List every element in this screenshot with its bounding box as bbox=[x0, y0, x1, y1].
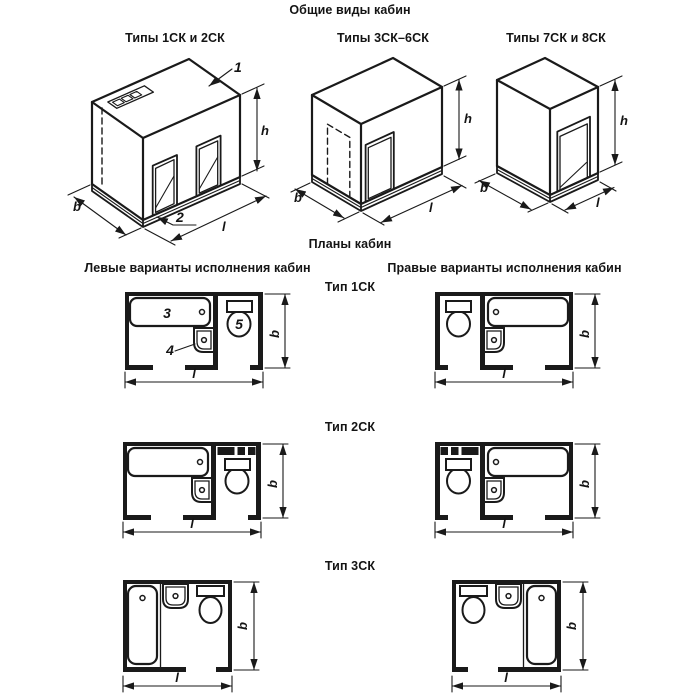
toilet-cistern bbox=[225, 459, 250, 470]
bathtub bbox=[130, 298, 210, 326]
dimension-b-label: b bbox=[265, 480, 280, 488]
plan-type-3sk-right bbox=[442, 575, 612, 700]
ventilation-blocks bbox=[441, 447, 479, 455]
dimension-b-label: b bbox=[577, 480, 592, 488]
main-title: Общие виды кабин bbox=[289, 3, 411, 17]
callout-1-label: 1 bbox=[234, 59, 242, 75]
dimension-l-label: l bbox=[596, 195, 600, 210]
dimension-l bbox=[123, 670, 232, 692]
callout-2-label: 2 bbox=[176, 209, 184, 225]
toilet-bowl bbox=[447, 469, 470, 494]
dimension-b bbox=[265, 294, 290, 368]
plan-label-type-2sk: Тип 2СК bbox=[324, 420, 376, 434]
cabin-body bbox=[312, 58, 442, 211]
door-front bbox=[366, 132, 394, 202]
dimension-l-label: l bbox=[502, 366, 506, 381]
plan-label-type-3sk: Тип 3СК bbox=[324, 559, 376, 573]
dimension-l-label: l bbox=[502, 516, 506, 531]
callout-5-label: 5 bbox=[235, 316, 243, 332]
roof-vent-grille bbox=[108, 86, 154, 109]
view-label-types-1-2: Типы 1СК и 2СК bbox=[125, 31, 225, 45]
callout-3-label: 3 bbox=[163, 305, 171, 321]
toilet-cistern bbox=[446, 301, 471, 312]
washbasin bbox=[165, 328, 214, 358]
drain-hole bbox=[200, 488, 205, 493]
right-variants-header: Правые варианты исполнения кабин bbox=[387, 261, 622, 275]
plan-type-1sk-left bbox=[115, 288, 310, 393]
door-left bbox=[153, 155, 177, 216]
dimension-b bbox=[575, 444, 600, 518]
dimension-l-label: l bbox=[192, 366, 196, 381]
toilet-cistern bbox=[227, 301, 252, 312]
drain-hole bbox=[200, 310, 205, 315]
dimension-l bbox=[452, 670, 561, 692]
toilet bbox=[446, 459, 471, 494]
dimension-b-label: b bbox=[73, 199, 81, 214]
plans-title: Планы кабин bbox=[308, 237, 392, 251]
dimension-b bbox=[563, 582, 588, 670]
dimension-h bbox=[242, 84, 269, 176]
left-variants-header: Левые варианты исполнения кабин bbox=[84, 261, 311, 275]
dimension-l-label: l bbox=[175, 670, 179, 685]
bathtub bbox=[128, 586, 157, 664]
dimension-b-label: b bbox=[294, 190, 302, 205]
dimension-b bbox=[234, 582, 259, 670]
washbasin bbox=[192, 478, 212, 502]
toilet bbox=[460, 586, 487, 623]
toilet bbox=[197, 586, 224, 623]
callout-1-roof bbox=[209, 59, 242, 86]
dimension-h-label: h bbox=[261, 123, 269, 138]
dimension-h-label: h bbox=[464, 111, 472, 126]
plan-type-2sk-left bbox=[113, 438, 308, 543]
view-label-types-3-6: Типы 3СК–6СК bbox=[337, 31, 429, 45]
plan-type-3sk-left bbox=[113, 575, 283, 700]
drain-hole bbox=[198, 460, 203, 465]
drain-hole bbox=[506, 594, 511, 599]
dimension-h-label: h bbox=[620, 113, 628, 128]
callout-4-label: 4 bbox=[166, 342, 174, 358]
drain-hole bbox=[494, 310, 499, 315]
door-right bbox=[196, 136, 220, 197]
doorway-open bbox=[557, 117, 590, 192]
dimension-b bbox=[263, 444, 288, 518]
toilet-bowl bbox=[200, 597, 222, 623]
isometric-view-types-7-8 bbox=[470, 55, 640, 220]
drain-hole bbox=[202, 338, 207, 343]
dimension-h bbox=[444, 76, 472, 166]
plan-label-type-1sk: Тип 1СК bbox=[324, 280, 376, 294]
ventilation-blocks bbox=[218, 447, 256, 455]
dimension-b bbox=[475, 174, 548, 212]
dimension-b-label: b bbox=[480, 180, 488, 195]
dimension-b-label: b bbox=[235, 622, 250, 630]
toilet-cistern bbox=[460, 586, 487, 596]
plan-type-2sk-right bbox=[425, 438, 620, 543]
drain-hole bbox=[492, 338, 497, 343]
bathtub bbox=[527, 586, 556, 664]
washbasin bbox=[496, 584, 521, 608]
dimension-l-label: l bbox=[190, 516, 194, 531]
dimension-b-label: b bbox=[577, 330, 592, 338]
dimension-b bbox=[575, 294, 600, 368]
bathtub bbox=[128, 448, 208, 476]
toilet bbox=[225, 459, 250, 494]
washbasin bbox=[163, 584, 188, 608]
isometric-view-types-1-2 bbox=[60, 55, 280, 245]
view-label-types-7-8: Типы 7СК и 8СК bbox=[506, 31, 606, 45]
toilet-cistern bbox=[197, 586, 224, 596]
drain-hole bbox=[140, 596, 145, 601]
dimension-h bbox=[600, 76, 628, 172]
drain-hole bbox=[173, 594, 178, 599]
drain-hole bbox=[494, 460, 499, 465]
dimension-l-label: l bbox=[504, 670, 508, 685]
drain-hole bbox=[539, 596, 544, 601]
dimension-l-label: l bbox=[429, 200, 433, 215]
plan-type-1sk-right bbox=[425, 288, 620, 393]
washbasin bbox=[484, 328, 504, 352]
toilet-cistern bbox=[446, 459, 471, 470]
toilet-bowl bbox=[463, 597, 485, 623]
dimension-b-label: b bbox=[267, 330, 282, 338]
drain-hole bbox=[492, 488, 497, 493]
toilet-bowl bbox=[226, 469, 249, 494]
toilet bbox=[446, 301, 471, 337]
bathtub bbox=[488, 448, 568, 476]
washbasin bbox=[484, 478, 504, 502]
bathtub bbox=[488, 298, 568, 326]
dimension-b-label: b bbox=[564, 622, 579, 630]
dimension-l-label: l bbox=[222, 219, 226, 234]
toilet bbox=[227, 301, 252, 337]
isometric-view-types-3-6 bbox=[285, 55, 480, 235]
toilet-bowl bbox=[447, 312, 470, 337]
